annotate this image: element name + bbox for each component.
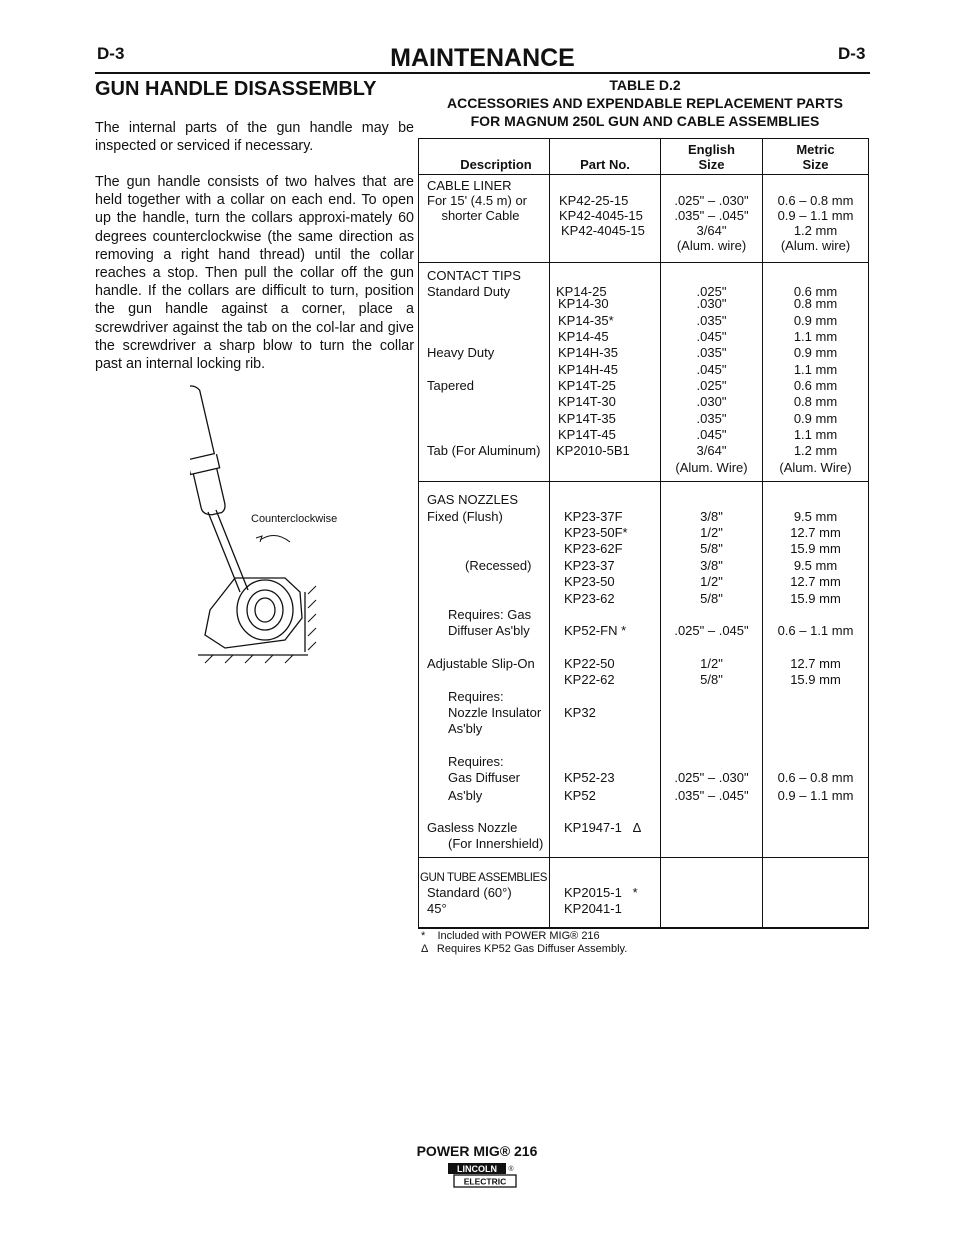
cell-english: .025" xyxy=(696,378,727,393)
cell-part-no: KP2041-1 xyxy=(564,901,622,916)
cell-description: shorter Cable xyxy=(427,208,520,223)
section-title: MAINTENANCE xyxy=(390,44,575,72)
section-header xyxy=(95,44,870,74)
cell-metric: 0.9 mm xyxy=(793,313,838,328)
logo-registered-mark: ® xyxy=(508,1166,514,1173)
cell-part-no: KP2010-5B1 xyxy=(556,443,630,458)
cell-english: .025" xyxy=(696,284,727,299)
cell-part-no: KP23-37 xyxy=(564,558,615,573)
cell-metric: 9.5 mm xyxy=(793,558,838,573)
cell-english: (Alum. Wire) xyxy=(675,460,748,475)
cell-english: 3/64" xyxy=(696,443,727,458)
cell-metric: 0.9 mm xyxy=(793,345,838,360)
cell-english: 3/8" xyxy=(700,558,723,573)
header-rule xyxy=(95,72,870,74)
cell-description: (For Innershield) xyxy=(448,836,544,851)
cell-part-no: KP14T-30 xyxy=(558,394,616,409)
row-divider xyxy=(418,262,869,263)
cell-english: .035" xyxy=(696,313,727,328)
cell-description: Tapered xyxy=(427,378,474,393)
table-caption-number: TABLE D.2 xyxy=(609,77,681,93)
row-divider xyxy=(418,481,869,482)
header-metric-1: Metric xyxy=(796,142,835,157)
cell-english: .025" – .045" xyxy=(674,623,749,638)
cell-metric: 12.7 mm xyxy=(790,525,841,540)
footnote-delta: Δ Requires KP52 Gas Diffuser Assembly. xyxy=(421,943,628,955)
cell-metric: 15.9 mm xyxy=(790,672,841,687)
cell-english: .045" xyxy=(696,362,727,377)
table-caption-line2: FOR MAGNUM 250L GUN AND CABLE ASSEMBLIES xyxy=(470,113,820,129)
cell-metric: 0.6 – 1.1 mm xyxy=(777,623,854,638)
parts-table xyxy=(418,138,869,929)
cell-description: CABLE LINER xyxy=(427,178,512,193)
instructions-paragraph: The gun handle consists of two halves that are held together with a collar on each end. To open up the handle, turn the collars approxi-mately 60 degrees counterclockwise (the same direction as removing a right hand thread) until the collar reaches a stop. Then pull the collar off the gun handle. If the collars are difficult to turn, position the gun handle against a corner, place a screwdriver against the tab on the col-lar and give the screwdriver a sharp blow to turn the collar past an internal locking rib. xyxy=(95,174,414,373)
cell-part-no: KP52-23 xyxy=(564,770,615,785)
cell-description: As'bly xyxy=(448,721,483,736)
cell-description: Tab (For Aluminum) xyxy=(427,443,541,458)
cell-description: Gas Diffuser xyxy=(448,770,521,785)
cell-part-no: KP23-62F xyxy=(564,541,623,556)
cell-english: 5/8" xyxy=(700,541,723,556)
lincoln-electric-logo xyxy=(447,1162,517,1190)
cell-part-no: KP23-50F* xyxy=(564,525,628,540)
cell-part-no: KP42-25-15 xyxy=(559,193,629,208)
cell-description: Fixed (Flush) xyxy=(427,509,503,524)
table-caption-line1: ACCESSORIES AND EXPENDABLE REPLACEMENT PARTS xyxy=(447,95,843,111)
cell-metric: 0.8 mm xyxy=(793,394,838,409)
cell-description: CONTACT TIPS xyxy=(427,268,521,283)
cell-metric: 0.6 mm xyxy=(793,284,838,299)
cell-metric: 15.9 mm xyxy=(790,541,841,556)
cell-english: .045" xyxy=(696,329,727,344)
cell-description: As'bly xyxy=(448,788,483,803)
table-border-left xyxy=(418,139,419,927)
cell-part-no: KP42-4045-15 xyxy=(559,208,643,223)
lincoln-electric-logo-mark xyxy=(447,1162,517,1190)
page-id-right: D-3 xyxy=(838,44,866,63)
cell-part-no: KP2015-1 * xyxy=(564,885,638,900)
header-english-1: English xyxy=(688,142,735,157)
cell-part-no: KP23-37F xyxy=(564,509,623,524)
cell-description: Standard (60°) xyxy=(427,885,512,900)
cell-part-no: KP14-25 xyxy=(556,284,607,299)
cell-part-no: KP14H-35 xyxy=(558,345,618,360)
cell-part-no: KP14T-45 xyxy=(558,427,616,442)
cell-english: .035" xyxy=(696,345,727,360)
cell-metric: 0.8 mm xyxy=(793,296,838,311)
logo-top-text: LINCOLN xyxy=(457,1164,497,1174)
cell-description: For 15' (4.5 m) or xyxy=(427,193,528,208)
cell-part-no: KP23-62 xyxy=(564,591,615,606)
cell-part-no: KP14T-35 xyxy=(558,411,616,426)
cell-part-no: KP14-45 xyxy=(558,329,609,344)
cell-part-no: KP52-FN * xyxy=(564,623,627,638)
header-english-2: Size xyxy=(698,157,725,172)
table-border-right xyxy=(868,139,869,927)
header-metric-2: Size xyxy=(802,157,829,172)
footnote-asterisk: * Included with POWER MIG® 216 xyxy=(421,930,600,942)
cell-english: 1/2" xyxy=(700,525,723,540)
cell-metric: 0.9 – 1.1 mm xyxy=(777,788,854,803)
cell-metric: 0.6 mm xyxy=(793,378,838,393)
cell-english: .045" xyxy=(696,427,727,442)
cell-description: Heavy Duty xyxy=(427,345,495,360)
column-divider xyxy=(549,139,550,927)
section-heading: GUN HANDLE DISASSEMBLY xyxy=(95,78,377,100)
cell-description: Nozzle Insulator xyxy=(448,705,542,720)
cell-metric: 0.6 – 0.8 mm xyxy=(777,193,854,208)
cell-part-no: KP14-35* xyxy=(558,313,614,328)
cell-english: .035" – .045" xyxy=(674,788,749,803)
cell-english: 1/2" xyxy=(700,574,723,589)
cell-english: 3/8" xyxy=(700,509,723,524)
cell-english: .030" xyxy=(696,394,727,409)
cell-english: .025" – .030" xyxy=(674,770,749,785)
cell-part-no: KP22-62 xyxy=(564,672,615,687)
cell-english: .035" xyxy=(696,411,727,426)
logo-bottom-text: ELECTRIC xyxy=(463,1176,507,1187)
cell-metric: 1.2 mm xyxy=(793,443,838,458)
cell-metric: 12.7 mm xyxy=(790,574,841,589)
cell-metric: (Alum. wire) xyxy=(780,238,851,253)
cell-part-no: KP1947-1 Δ xyxy=(564,820,642,835)
cell-description: Requires: Gas xyxy=(448,607,532,622)
cell-part-no: KP14T-25 xyxy=(558,378,616,393)
cell-english: .025" – .030" xyxy=(674,193,749,208)
cell-metric: 1.1 mm xyxy=(793,362,838,377)
cell-description: (Recessed) xyxy=(465,558,532,573)
cell-part-no: KP32 xyxy=(564,705,596,720)
cell-english: .030" xyxy=(696,296,727,311)
cell-part-no: KP42-4045-15 xyxy=(561,223,645,238)
cell-metric: 0.9 – 1.1 mm xyxy=(777,208,854,223)
cell-part-no: KP52 xyxy=(564,788,596,803)
cell-part-no: KP14H-45 xyxy=(558,362,618,377)
cell-description: Requires: xyxy=(448,689,504,704)
cell-description: 45° xyxy=(427,901,447,916)
header-part-no: Part No. xyxy=(580,157,630,172)
row-divider xyxy=(418,174,869,175)
row-divider xyxy=(418,857,869,858)
cell-description: GUN TUBE ASSEMBLIES xyxy=(420,872,548,884)
cell-metric: (Alum. Wire) xyxy=(779,460,852,475)
cell-english: 5/8" xyxy=(700,672,723,687)
cell-part-no: KP22-50 xyxy=(564,656,615,671)
cell-description: GAS NOZZLES xyxy=(427,492,519,507)
cell-english: .035" – .045" xyxy=(674,208,749,223)
cell-part-no: KP23-50 xyxy=(564,574,615,589)
cell-english: 3/64" xyxy=(696,223,727,238)
figure-label: Counterclockwise xyxy=(251,513,338,525)
footer-product-name: POWER MIG® 216 xyxy=(416,1143,538,1159)
cell-metric: 1.1 mm xyxy=(793,427,838,442)
page-id-left: D-3 xyxy=(97,44,125,63)
cell-english: 5/8" xyxy=(700,591,723,606)
cell-metric: 9.5 mm xyxy=(793,509,838,524)
cell-metric: 1.2 mm xyxy=(793,223,838,238)
cell-part-no: KP14-30 xyxy=(558,296,609,311)
cell-metric: 1.1 mm xyxy=(793,329,838,344)
cell-description: Diffuser As'bly xyxy=(448,623,530,638)
cell-description: Gasless Nozzle xyxy=(427,820,518,835)
cell-description: Requires: xyxy=(448,754,504,769)
header-description: Description xyxy=(460,157,532,172)
intro-paragraph: The internal parts of the gun handle may be inspected or serviced if necessary. xyxy=(95,120,414,155)
cell-metric: 15.9 mm xyxy=(790,591,841,606)
cell-description: Standard Duty xyxy=(427,284,511,299)
cell-metric: 0.9 mm xyxy=(793,411,838,426)
cell-description: Adjustable Slip-On xyxy=(427,656,535,671)
cell-english: 1/2" xyxy=(700,656,723,671)
cell-metric: 12.7 mm xyxy=(790,656,841,671)
cell-english: (Alum. wire) xyxy=(676,238,747,253)
cell-metric: 0.6 – 0.8 mm xyxy=(777,770,854,785)
